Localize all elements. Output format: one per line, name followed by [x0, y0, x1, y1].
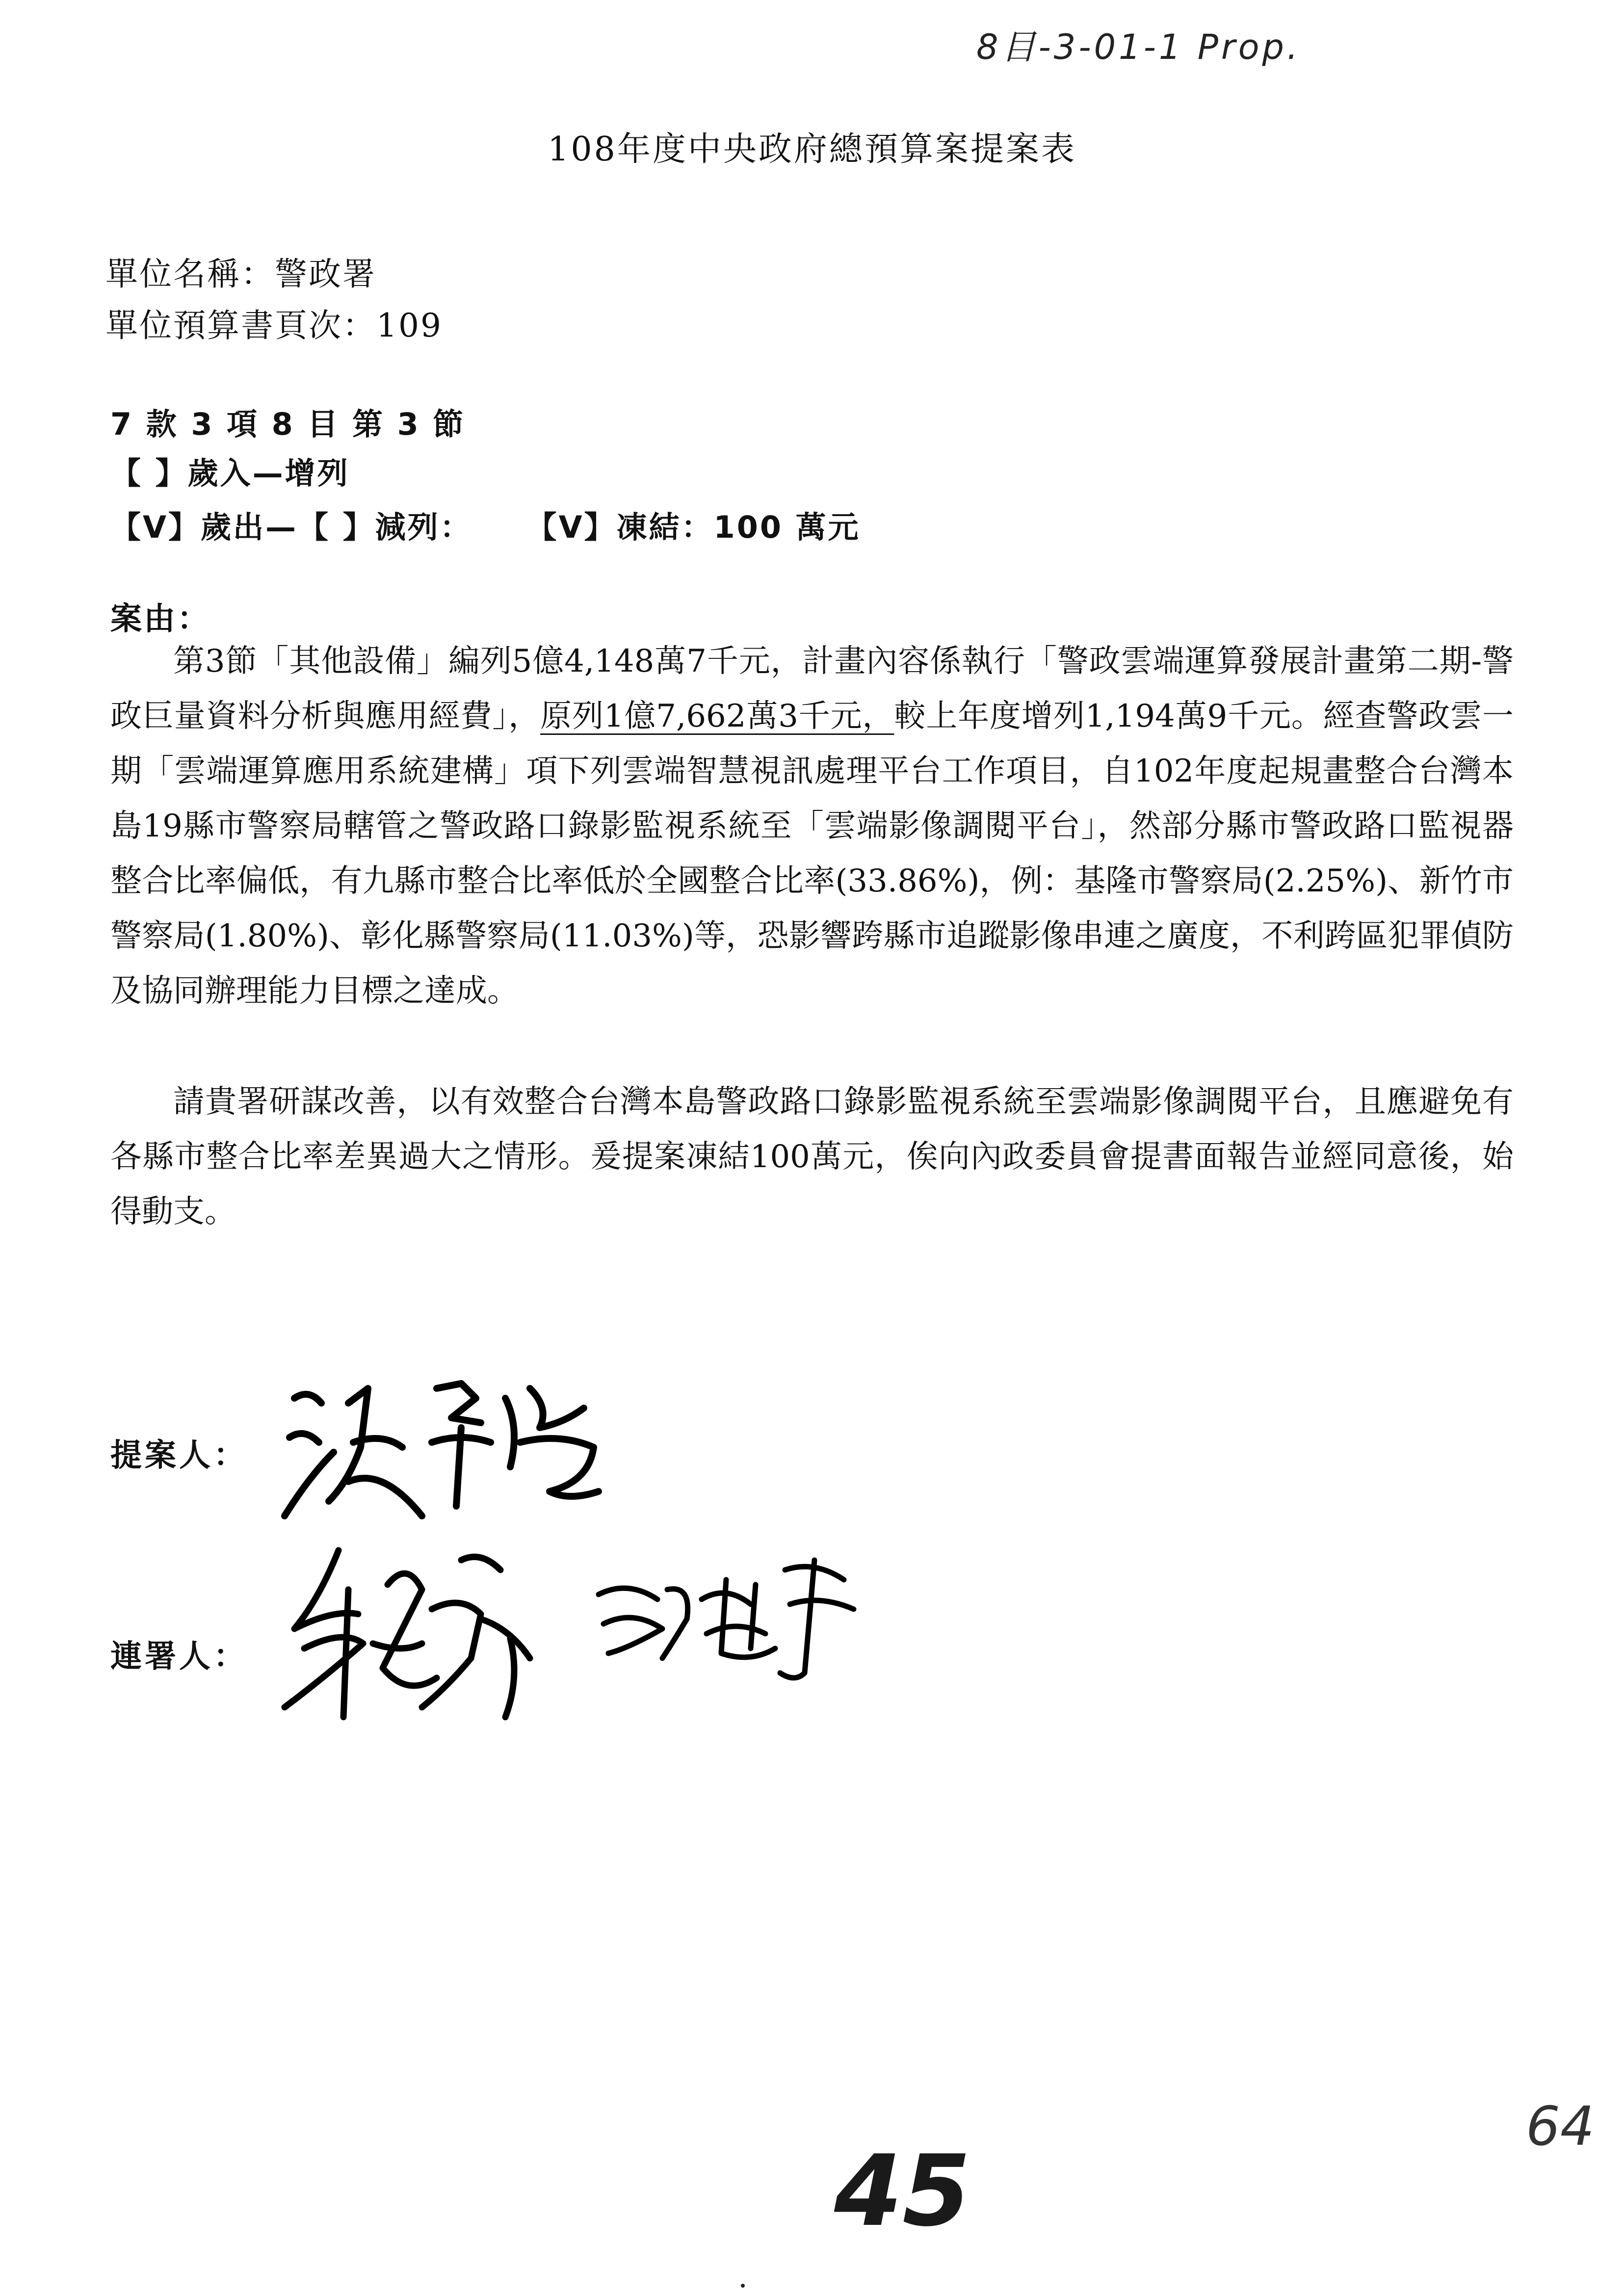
unit-name: 單位名稱：警政署 — [105, 255, 376, 293]
cosigner-signature-2 — [589, 1550, 864, 1688]
category-kuan: 7 款 — [110, 406, 179, 442]
proposer-signature — [275, 1369, 608, 1531]
reason-text-part-2: 較上年度增列1,194萬9千元。經查警政雲一期「雲端運算應用系統建構」項下列雲端智慧視訊處理平台工作項目，自102年度起規畫整合台灣本島19縣市警察局轄管之警政路口錄影監視系統至「雲端影像調閱平台」，然部分縣市警政路口監視器整合比率偏低，有九縣市整合比率低於全國整合比率(33.86%)，例：基隆市警察局(2.25%)、新竹市警察局(1.80%)、彰化縣警察局(11.03%)等，恐影響跨縣市追蹤影像串連之廣度，不利跨區犯罪偵防及協同辦理能力目標之達成。 — [110, 698, 1514, 1009]
proposer-label: 提案人： — [110, 1437, 248, 1474]
reason-paragraph-2: 請貴署研謀改善，以有效整合台灣本島警政路口錄影監視系統至雲端影像調閱平台，且應避免有各縣市整合比率差異過大之情形。爰提案凍結100萬元，俟向內政委員會提書面報告並經同意後，始得動支。 — [110, 1084, 1514, 1230]
cosigner-signature-1 — [275, 1531, 569, 1737]
reason-label: 案由： — [110, 601, 210, 637]
unit-budget-page: 單位預算書頁次：109 — [105, 307, 443, 344]
reason-text-part-1: 第3節「其他設備」編列5億4,148萬7千元，計畫內容係執行「警政雲端運算發展計畫第二期-警政巨量資料分析與應用經費」， — [110, 643, 1514, 734]
corner-number: 64 — [1526, 2095, 1595, 2158]
revenue-increase-line: 【 】歲入—增列 — [110, 455, 350, 491]
budget-category — [110, 400, 465, 444]
expenditure-reduce-text: 【V】歲出—【 】減列： — [110, 509, 472, 545]
expenditure-line — [110, 503, 861, 547]
cosigner-label: 連署人： — [110, 1639, 248, 1675]
reason-paragraph-1 — [110, 634, 1514, 1018]
ink-dot — [741, 2284, 745, 2288]
freeze-amount-text: 【V】凍結：100 萬元 — [526, 509, 861, 545]
underlined-original-amount: 原列1億7,662萬3千元， — [540, 698, 894, 734]
form-title: 108年度中央政府總預算案提案表 — [548, 130, 1076, 169]
category-jie: 第 3 節 — [352, 406, 466, 442]
handwritten-reference-note: 8目-3-01-1 Prop. — [976, 27, 1301, 67]
category-xiang: 3 項 — [191, 406, 260, 442]
category-mu: 8 目 — [271, 406, 340, 442]
handwritten-page-number: 45 — [834, 2134, 971, 2248]
